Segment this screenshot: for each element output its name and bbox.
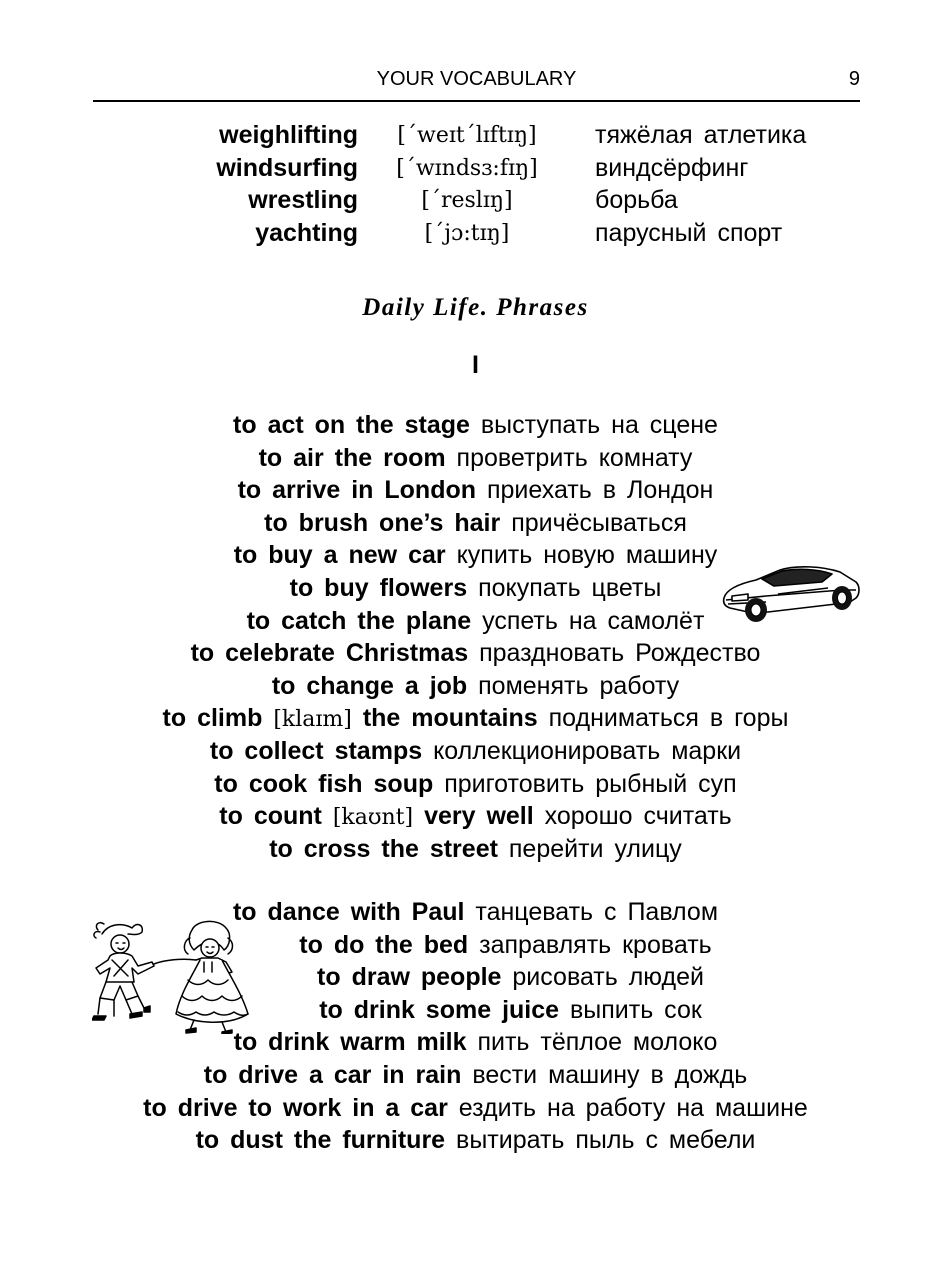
vocabulary-word: windsurfing: [216, 153, 358, 182]
phrase-row: [0, 1092, 951, 1125]
dancing-children-icon: [92, 916, 262, 1034]
phrase-russian: выпить сок: [570, 995, 702, 1024]
phrase-russian: рисовать людей: [512, 963, 704, 992]
phrase-russian: купить новую машину: [456, 541, 718, 570]
vocabulary-transcription: [´reslɪŋ]: [421, 188, 513, 214]
phrase-english: to cross the street: [269, 834, 498, 863]
phrase-row: [0, 1059, 951, 1092]
phrase-row: [0, 1124, 951, 1157]
phrase-russian: поменять работу: [478, 671, 680, 700]
phrase-english-continued: very well: [424, 802, 534, 831]
vocabulary-transcription: [´weɪt´lɪftɪŋ]: [397, 123, 537, 148]
phrase-english: to drive to work in a car: [143, 1093, 448, 1122]
section-title: Daily Life. Phrases: [362, 294, 589, 321]
phrase-transcription: [kaʊnt]: [332, 805, 414, 831]
phrase-english: to buy a new car: [233, 541, 446, 570]
phrase-russian: проветрить комнату: [456, 443, 693, 472]
phrase-russian: приехать в Лондон: [486, 476, 714, 505]
phrase-row: [0, 474, 951, 507]
page-header: [93, 66, 860, 102]
phrase-english: to cook fish soup: [214, 769, 434, 798]
vocabulary-row: [0, 152, 951, 185]
phrase-english: to dust the furniture: [195, 1126, 446, 1155]
phrase-row: [0, 800, 951, 833]
vocabulary-list: [0, 119, 951, 250]
phrase-russian: причёсываться: [511, 508, 687, 537]
phrase-english: to catch the plane: [246, 606, 472, 635]
phrase-row: [0, 768, 951, 801]
section-number: I: [472, 351, 479, 379]
phrase-row: [0, 637, 951, 670]
phrase-english: to drink some juice: [319, 995, 560, 1024]
vocabulary-meaning: борьба: [595, 186, 678, 215]
phrase-row: [0, 702, 951, 735]
phrase-row: [0, 442, 951, 475]
phrase-row: [0, 670, 951, 703]
vocabulary-meaning: виндсёрфинг: [595, 153, 749, 182]
phrase-english: to do the bed: [299, 930, 469, 959]
phrase-russian: подниматься в горы: [548, 704, 789, 733]
vocabulary-row: [0, 184, 951, 217]
vocabulary-word: yachting: [255, 219, 358, 248]
phrase-russian: успеть на самолёт: [482, 606, 705, 635]
phrase-english: to drive a car in rain: [203, 1060, 462, 1089]
phrase-english: to celebrate Christmas: [190, 639, 469, 668]
phrase-russian: выступать на сцене: [480, 411, 718, 439]
phrase-russian: вытирать пыль с мебели: [456, 1126, 756, 1155]
phrase-row: [0, 409, 951, 442]
vocabulary-row: [0, 217, 951, 250]
phrase-russian: коллекционировать марки: [433, 736, 742, 765]
page-number: 9: [848, 68, 860, 90]
phrase-russian: покупать цветы: [478, 573, 662, 602]
phrase-russian: заправлять кровать: [479, 930, 712, 959]
vocabulary-word: wrestling: [248, 186, 358, 215]
phrase-english: to draw people: [317, 963, 502, 992]
phrase-russian: перейти улицу: [508, 834, 682, 863]
phrase-list: [0, 409, 951, 865]
phrase-english: to arrive in London: [237, 476, 477, 505]
phrase-row: [0, 507, 951, 540]
phrase-english: to collect stamps: [209, 736, 423, 765]
phrase-english: to act on the stage: [233, 411, 470, 439]
phrase-english-continued: the mountains: [362, 704, 538, 733]
phrase-russian: пить тёплое молоко: [477, 1028, 718, 1057]
phrase-english: to count: [219, 802, 322, 831]
phrase-english: to buy flowers: [289, 573, 468, 602]
phrase-russian: вести машину в дождь: [472, 1060, 748, 1089]
phrase-russian: приготовить рыбный суп: [444, 769, 737, 798]
phrase-english: to drink warm milk: [233, 1028, 467, 1057]
phrase-row: [0, 735, 951, 768]
vocabulary-meaning: тяжёлая атлетика: [595, 121, 807, 149]
phrase-english: to air the room: [258, 443, 446, 472]
phrase-row: [0, 833, 951, 866]
vocabulary-transcription: [´wɪndsɜ:fɪŋ]: [396, 155, 538, 181]
vocabulary-transcription: [´jɔ:tɪŋ]: [424, 221, 510, 247]
sports-car-icon: [718, 560, 862, 630]
phrase-english: to climb: [162, 704, 263, 733]
phrase-english: to brush one’s hair: [264, 508, 501, 537]
vocabulary-meaning: парусный спорт: [595, 219, 783, 248]
vocabulary-word: weighlifting: [219, 121, 358, 149]
phrase-russian: праздновать Рождество: [479, 639, 761, 668]
phrase-english: to dance with Paul: [232, 898, 465, 926]
phrase-russian: танцевать с Павлом: [475, 898, 719, 926]
vocabulary-row: [0, 119, 951, 152]
phrase-english: to change a job: [271, 671, 468, 700]
phrase-transcription: [klaɪm]: [273, 707, 352, 733]
phrase-russian: хорошо считать: [544, 802, 732, 831]
running-title: YOUR VOCABULARY: [376, 68, 577, 90]
phrase-russian: ездить на работу на машине: [458, 1093, 808, 1122]
